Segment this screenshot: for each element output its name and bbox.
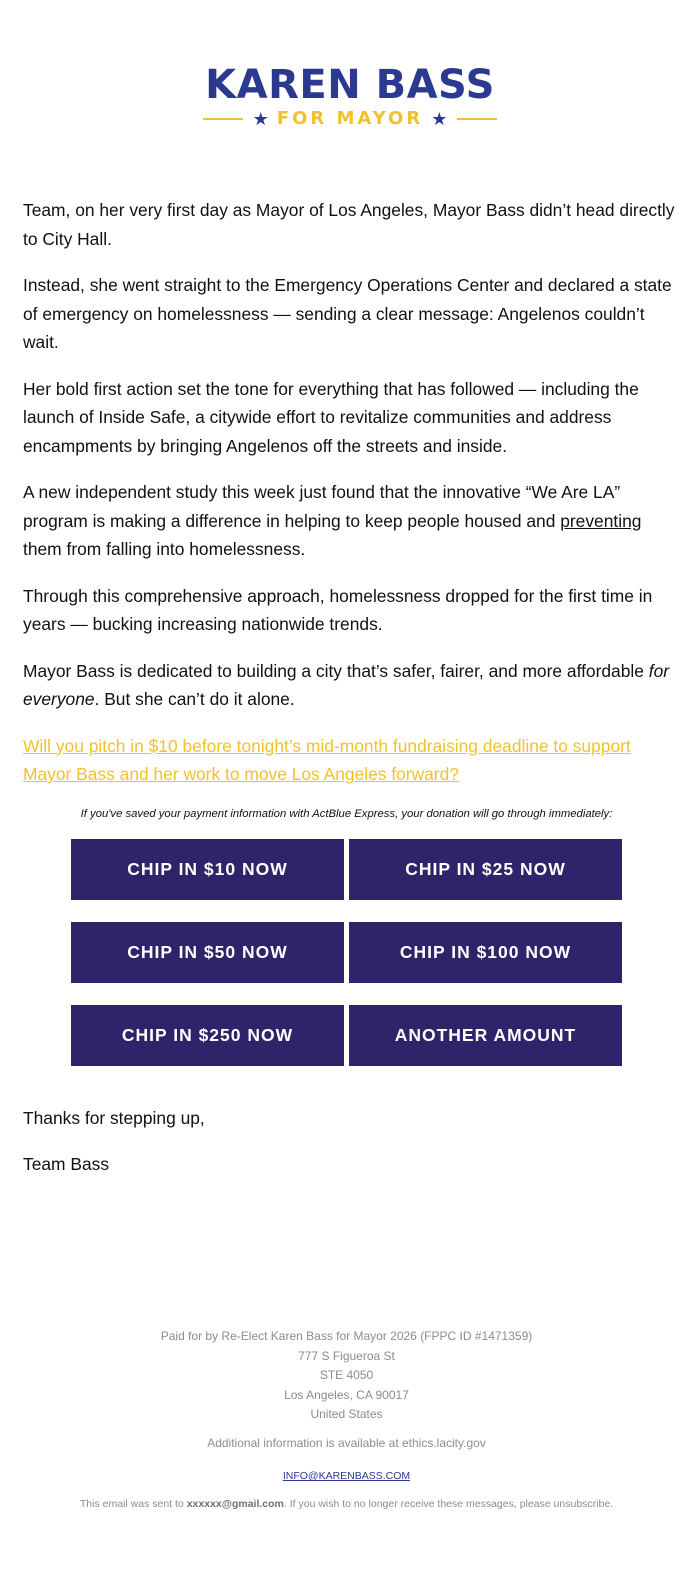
footer-city: Los Angeles, CA 90017: [284, 1387, 409, 1402]
chip-in-100-button[interactable]: CHIP IN $100 NOW: [349, 922, 622, 983]
star-icon: ★: [431, 109, 448, 129]
dedicated-text-start: Mayor Bass is dedicated to building a city that’s safer, fairer, and more affordable: [23, 660, 649, 681]
footer-paid-for: Paid for by Re-Elect Karen Bass for Mayor 2026 (FPPC ID #1471359): [160, 1329, 533, 1343]
footer-additional-info: Additional information is available at ethics.lacity.gov: [207, 1436, 486, 1450]
footer-sent-text-start: This email was sent to: [79, 1498, 187, 1510]
footer-address-block: [0, 1327, 693, 1425]
karen-bass-logo: [0, 62, 700, 134]
logo-right-rule: [457, 118, 497, 120]
another-amount-button[interactable]: ANOTHER AMOUNT: [349, 1005, 622, 1066]
signoff-team: Team Bass: [23, 1154, 110, 1174]
footer-street: 777 S Figueroa St: [298, 1348, 395, 1363]
paragraph-dedicated: [23, 657, 678, 714]
logo-tagline-row: [0, 106, 700, 132]
paragraph-emergency: Instead, she went straight to the Emergency Operations Center and declared a state of emergency on homelessness — sending a clear message: Angelenos couldn’t wait.: [23, 275, 672, 352]
star-icon: ★: [252, 109, 269, 129]
footer-suite: STE 4050: [319, 1368, 374, 1382]
study-text-end: them from falling into homelessness.: [23, 539, 306, 559]
footer-recipient-email: xxxxxx@gmail.com: [186, 1498, 284, 1510]
footer-unsubscribe-note: [0, 1495, 693, 1515]
footer-email-row: [0, 1466, 693, 1487]
paragraph-first-day: Team, on her very first day as Mayor of Los Angeles, Mayor Bass didn’t head directly to City Hall.: [23, 200, 675, 249]
paragraph-homelessness-dropped: Through this comprehensive approach, homelessness dropped for the first time in years — bucking increasing nationwide trends.: [23, 585, 653, 634]
paragraph-inside-safe: Her bold first action set the tone for everything that has followed — including the launch of Inside Safe, a citywide effort to revitalize communities and address encampments by bringing Angelenos off the streets and inside.: [23, 378, 639, 456]
actblue-express-note: If you've saved your payment information with ActBlue Express, your donation will go through immediately:: [80, 808, 613, 820]
chip-in-10-button[interactable]: CHIP IN $10 NOW: [71, 839, 344, 900]
chip-in-250-button[interactable]: CHIP IN $250 NOW: [71, 1005, 344, 1066]
chip-in-50-button[interactable]: CHIP IN $50 NOW: [71, 922, 344, 983]
logo-left-rule: [203, 118, 243, 120]
dedicated-text-end: . But she can’t do it alone.: [94, 689, 295, 709]
study-underlined-word: preventing: [560, 510, 642, 531]
cta-paragraph: [23, 732, 678, 789]
dedicated-italic-phrase: for everyone: [23, 660, 670, 709]
signoff-thanks: Thanks for stepping up,: [23, 1108, 205, 1128]
cta-donate-link[interactable]: Will you pitch in $10 before tonight’s mid-month fundraising deadline to support Mayor Bass and her work to move Los Angeles forward?: [23, 735, 631, 784]
email-body: [23, 196, 678, 789]
footer-email-link[interactable]: INFO@KARENBASS.COM: [282, 1470, 411, 1482]
logo-tagline: FOR MAYOR: [276, 108, 424, 129]
footer-sent-text-end: . If you wish to no longer receive these messages, please unsubscribe.: [283, 1498, 614, 1510]
study-text-start: A new independent study this week just found that the innovative “We Are LA” program is making a difference in helping to keep people housed and: [23, 482, 621, 531]
chip-in-25-button[interactable]: CHIP IN $25 NOW: [349, 839, 622, 900]
footer-country: United States: [310, 1407, 383, 1421]
paragraph-study: [23, 478, 678, 564]
logo-name: KAREN BASS: [205, 62, 495, 108]
